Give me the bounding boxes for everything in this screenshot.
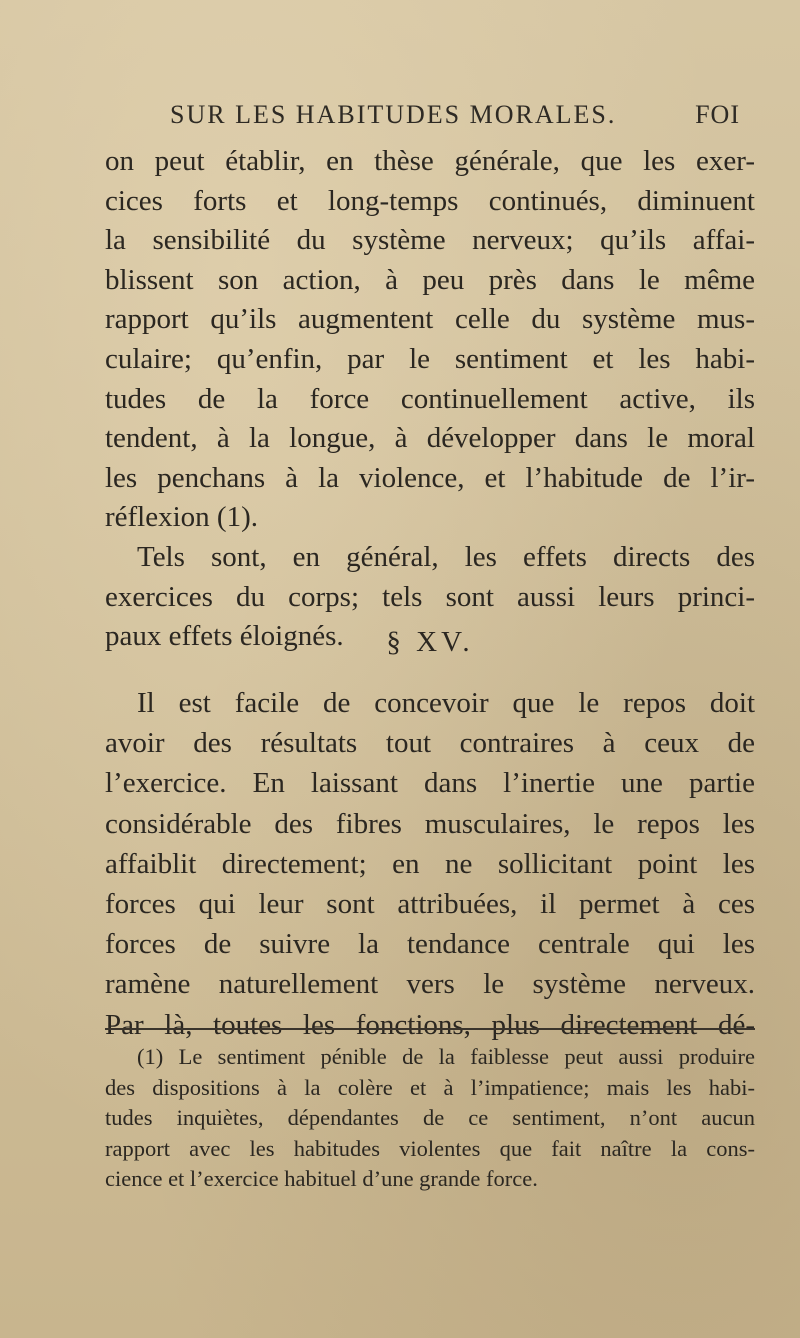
text-line: avoir des résultats tout contraires à ceux de [105, 727, 755, 760]
text-line: exercices du corps; tels sont aussi leurs princi- [105, 580, 755, 613]
text-line: ramène naturellement vers le système nerveux. [105, 968, 755, 1001]
text-line: tudes de la force continuellement active, ils [105, 382, 755, 415]
text-line: on peut établir, en thèse générale, que les exer- [105, 145, 755, 177]
page-number: FOI [695, 100, 740, 129]
text-line: Par là, toutes les fonctions, plus directement dé- [105, 1008, 755, 1041]
footnote-line: cience et l’exercice habituel d’une grande force. [105, 1166, 538, 1191]
text-line: rapport qu’ils augmentent celle du système mus- [105, 303, 755, 336]
text-line: cices forts et long-temps continués, diminuent [105, 184, 755, 217]
text-line: forces de suivre la tendance centrale qui les [105, 928, 755, 961]
text-line: Il est facile de concevoir que le repos doit [137, 687, 755, 719]
text-line: forces qui leur sont attribuées, il permet à ces [105, 888, 755, 921]
running-head-title: SUR LES HABITUDES MORALES. [170, 100, 617, 129]
text-line: tendent, à la longue, à développer dans le moral [105, 422, 755, 455]
running-head [170, 100, 740, 130]
footnote-line: (1) Le sentiment pénible de la faiblesse peut aussi produire [137, 1044, 755, 1069]
text-line: Tels sont, en général, les effets directs des [137, 540, 755, 573]
footnote [105, 1042, 755, 1195]
footnote-line: des dispositions à la colère et à l’impatience; mais les habi- [105, 1074, 755, 1100]
text-line: blissent son action, à peu près dans le même [105, 263, 755, 296]
footnote-line: tudes inquiètes, dépendantes de ce sentiment, n’ont aucun [105, 1105, 755, 1130]
text-line: paux effets éloignés. [105, 620, 344, 653]
text-line: culaire; qu’enfin, par le sentiment et les habi- [105, 342, 755, 375]
footnote-line: rapport avec les habitudes violentes que fait naître la cons- [105, 1135, 755, 1161]
footnote-rule [105, 1028, 755, 1030]
body-paragraphs-top [105, 142, 755, 657]
section-heading: § XV. [386, 626, 474, 658]
text-line: considérable des fibres musculaires, le repos les [105, 807, 755, 840]
text-line: réflexion (1). [105, 501, 258, 534]
body-paragraph-section-xv [105, 683, 755, 1045]
text-line: la sensibilité du système nerveux; qu’ils affai- [105, 224, 755, 257]
text-line: affaiblit directement; en ne sollicitant point les [105, 847, 755, 880]
text-line: l’exercice. En laissant dans l’inertie une partie [105, 767, 755, 800]
text-line: les penchans à la violence, et l’habitude de l’ir- [105, 461, 755, 494]
